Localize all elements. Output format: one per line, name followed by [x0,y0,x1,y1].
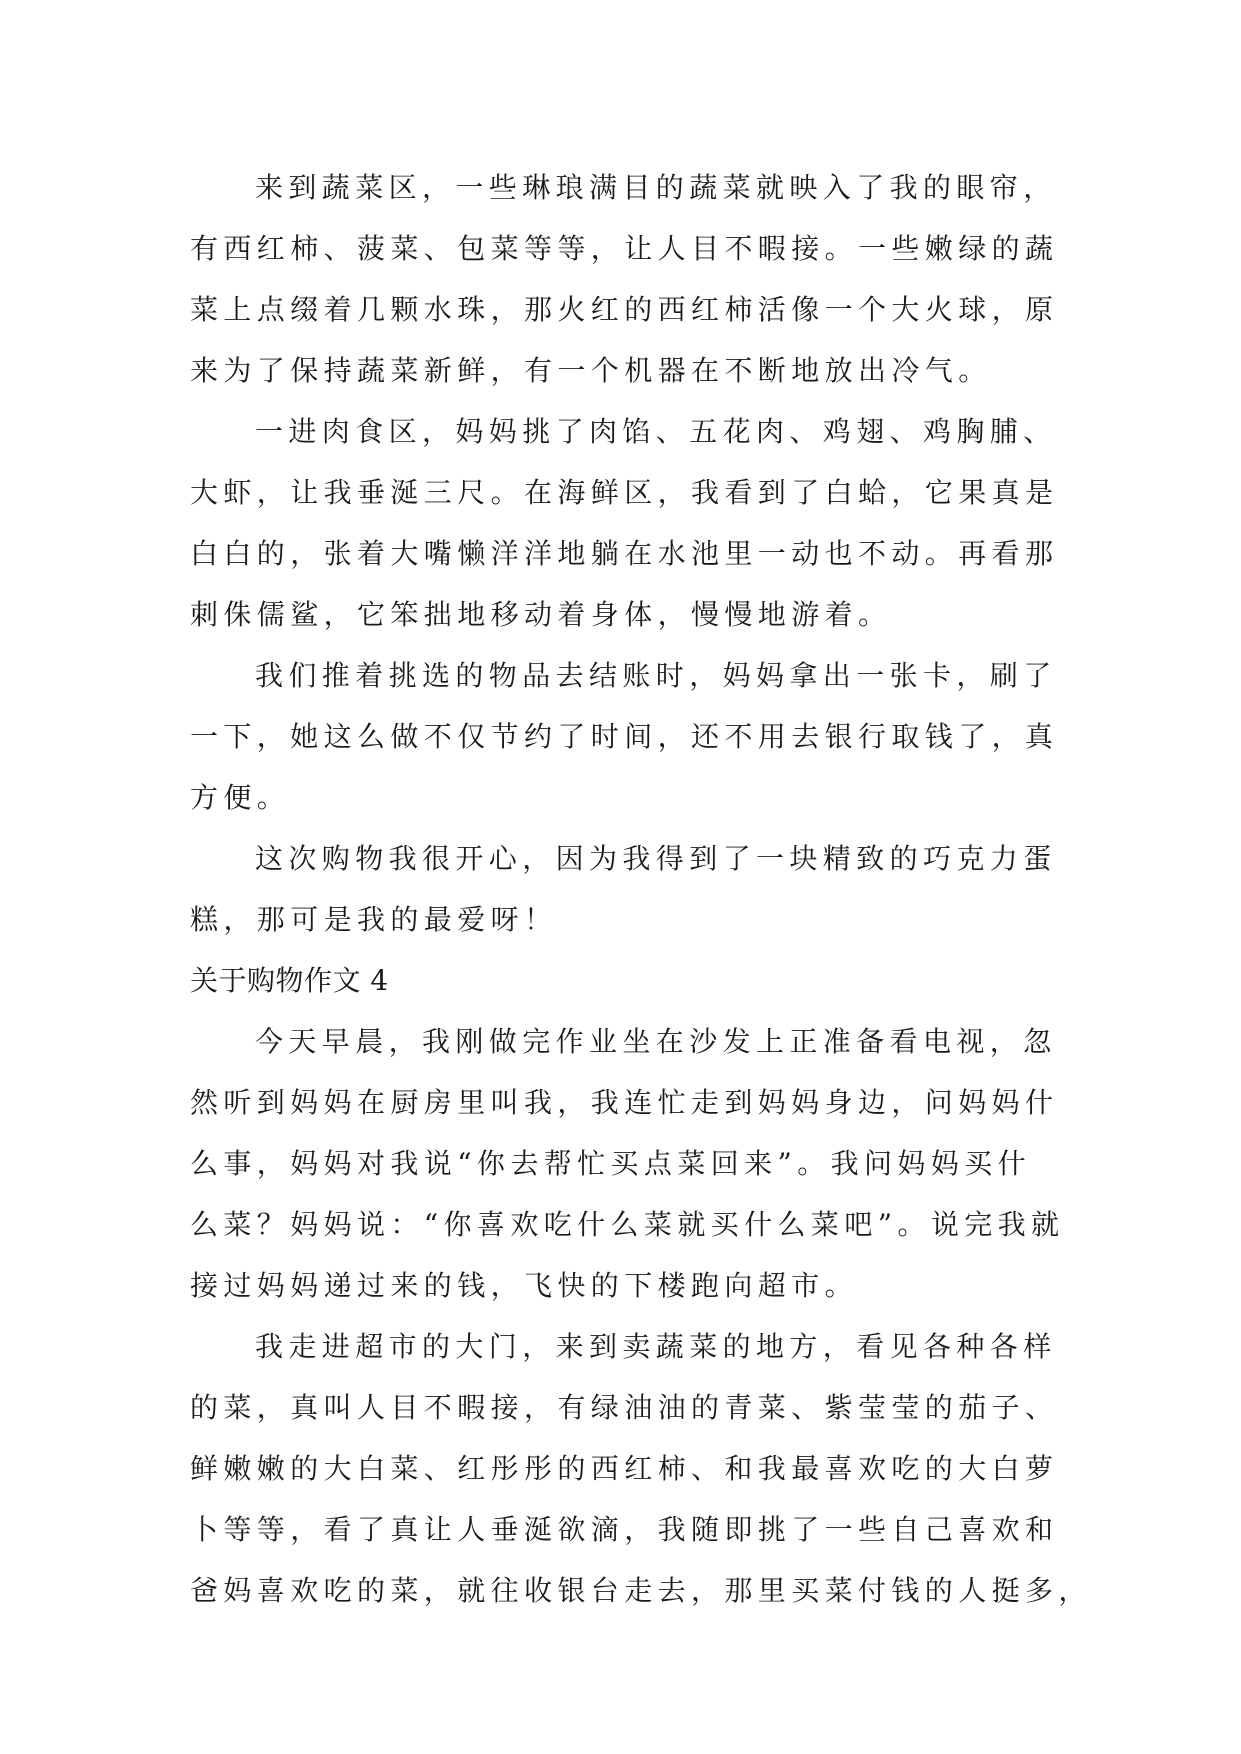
paragraph-morning [190,1011,1065,1316]
paragraph-supermarket [190,1316,1092,1621]
paragraph-line: 方便。 [190,781,291,814]
paragraph-line: 刺侏儒鲨，它笨拙地移动着身体，慢慢地游着。 [190,598,892,631]
paragraph-meat-area [190,401,1059,645]
paragraph-line: 一下，她这么做不仅节约了时间，还不用去银行取钱了，真 [190,720,1059,753]
document-body [190,157,1092,1621]
paragraph-line: 来为了保持蔬菜新鲜，有一个机器在不断地放出冷气。 [190,354,992,387]
paragraph-line: 一进肉食区，妈妈挑了肉馅、五花肉、鸡翅、鸡胸脯、 [255,415,1057,448]
paragraph-line: 么菜？妈妈说：“你喜欢吃什么菜就买什么菜吧”。说完我就 [190,1208,1065,1241]
paragraph-line: 大虾，让我垂涎三尺。在海鲜区，我看到了白蛤，它果真是 [190,476,1059,509]
paragraph-line: 我走进超市的大门，来到卖蔬菜的地方，看见各种各样 [255,1330,1057,1363]
paragraph-line: 糕，那可是我的最爱呀！ [190,903,558,936]
paragraph-line: 来到蔬菜区，一些琳琅满目的蔬菜就映入了我的眼帘， [255,171,1057,204]
paragraph-line: 卜等等，看了真让人垂涎欲滴，我随即挑了一些自己喜欢和 [190,1513,1059,1546]
paragraph-line: 菜上点缀着几颗水珠，那火红的西红柿活像一个大火球，原 [190,293,1059,326]
paragraph-line: 然听到妈妈在厨房里叫我，我连忙走到妈妈身边，问妈妈什 [190,1086,1059,1119]
paragraph-conclusion [190,828,1057,950]
paragraph-checkout [190,645,1059,828]
paragraph-line: 接过妈妈递过来的钱，飞快的下楼跑向超市。 [190,1269,859,1302]
paragraph-line: 么事，妈妈对我说“你去帮忙买点菜回来”。我问妈妈买什 [190,1147,1032,1180]
paragraph-line: 鲜嫩嫩的大白菜、红彤彤的西红柿、和我最喜欢吃的大白萝 [190,1452,1059,1485]
section-heading: 关于购物作文 4 [190,964,389,997]
paragraph-line: 爸妈喜欢吃的菜，就往收银台走去，那里买菜付钱的人挺多， [190,1574,1092,1607]
paragraph-line: 这次购物我很开心，因为我得到了一块精致的巧克力蛋 [255,842,1057,875]
paragraph-line: 的菜，真叫人目不暇接，有绿油油的青菜、紫莹莹的茄子、 [190,1391,1059,1424]
paragraph-line: 白白的，张着大嘴懒洋洋地躺在水池里一动也不动。再看那 [190,537,1059,570]
paragraph-line: 今天早晨，我刚做完作业坐在沙发上正准备看电视，忽 [255,1025,1057,1058]
paragraph-vegetable-area [190,157,1059,401]
paragraph-line: 有西红柿、菠菜、包菜等等，让人目不暇接。一些嫩绿的蔬 [190,232,1059,265]
paragraph-line: 我们推着挑选的物品去结账时，妈妈拿出一张卡，刷了 [255,659,1057,692]
